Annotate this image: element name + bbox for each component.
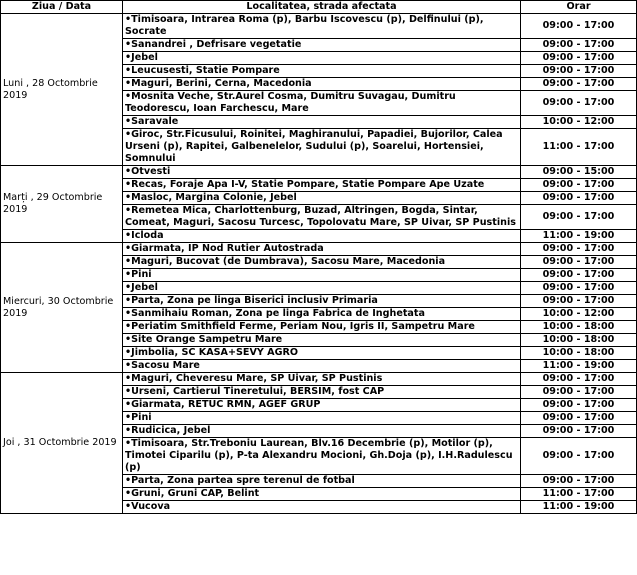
bullet-icon: • — [125, 308, 132, 319]
bullet-icon: • — [125, 39, 132, 50]
location-cell — [123, 334, 521, 347]
location-cell — [123, 347, 521, 360]
time-cell: 09:00 - 17:00 — [521, 243, 637, 256]
bullet-icon: • — [125, 230, 132, 241]
location-cell — [123, 282, 521, 295]
bullet-icon: • — [125, 438, 132, 449]
location-text: Pini — [131, 269, 152, 280]
time-cell: 11:00 - 19:00 — [521, 360, 637, 373]
location-text: Rudicica, Jebel — [131, 425, 211, 436]
location-text: Periatim Smithfield Ferme, Periam Nou, Igris II, Sampetru Mare — [131, 321, 475, 332]
bullet-icon: • — [125, 78, 132, 89]
bullet-icon: • — [125, 205, 132, 216]
bullet-icon: • — [125, 269, 132, 280]
location-cell — [123, 412, 521, 425]
time-cell: 09:00 - 17:00 — [521, 52, 637, 65]
location-text: Maguri, Berini, Cerna, Macedonia — [131, 78, 312, 89]
location-text: Mosnita Veche, Str.Aurel Cosma, Dumitru Suvagau, Dumitru Teodorescu, Ioan Farchescu, Mare — [125, 91, 456, 114]
location-cell — [123, 179, 521, 192]
location-cell — [123, 65, 521, 78]
day-date: Luni , 28 Octombrie 2019 — [1, 14, 123, 166]
time-cell: 09:00 - 17:00 — [521, 373, 637, 386]
bullet-icon: • — [125, 360, 132, 371]
bullet-icon: • — [125, 501, 132, 512]
bullet-icon: • — [125, 386, 132, 397]
location-cell — [123, 166, 521, 179]
bullet-icon: • — [125, 282, 132, 293]
time-cell: 10:00 - 18:00 — [521, 334, 637, 347]
time-cell: 09:00 - 17:00 — [521, 438, 637, 475]
bullet-icon: • — [125, 65, 132, 76]
header-day: Ziua / Data — [1, 1, 123, 14]
time-cell: 09:00 - 17:00 — [521, 65, 637, 78]
location-text: Parta, Zona pe linga Biserici inclusiv Primaria — [131, 295, 378, 306]
bullet-icon: • — [125, 475, 132, 486]
time-cell: 11:00 - 19:00 — [521, 501, 637, 514]
time-cell: 09:00 - 17:00 — [521, 78, 637, 91]
header-row — [1, 1, 637, 14]
time-cell: 09:00 - 17:00 — [521, 39, 637, 52]
bullet-icon: • — [125, 129, 132, 140]
time-cell: 09:00 - 17:00 — [521, 282, 637, 295]
location-cell — [123, 475, 521, 488]
time-cell: 09:00 - 17:00 — [521, 295, 637, 308]
bullet-icon: • — [125, 243, 132, 254]
location-cell — [123, 243, 521, 256]
bullet-icon: • — [125, 412, 132, 423]
location-text: Saravale — [131, 116, 179, 127]
bullet-icon: • — [125, 256, 132, 267]
time-cell: 09:00 - 17:00 — [521, 14, 637, 39]
bullet-icon: • — [125, 488, 132, 499]
time-cell: 09:00 - 17:00 — [521, 399, 637, 412]
bullet-icon: • — [125, 334, 132, 345]
location-text: Sacosu Mare — [131, 360, 200, 371]
bullet-icon: • — [125, 179, 132, 190]
location-text: Giarmata, RETUC RMN, AGEF GRUP — [131, 399, 321, 410]
location-text: Recas, Foraje Apa I-V, Statie Pompare, Statie Pompare Ape Uzate — [131, 179, 485, 190]
location-cell — [123, 52, 521, 65]
bullet-icon: • — [125, 166, 132, 177]
time-cell: 09:00 - 17:00 — [521, 412, 637, 425]
location-cell — [123, 14, 521, 39]
time-cell: 09:00 - 17:00 — [521, 425, 637, 438]
location-text: Gruni, Gruni CAP, Belint — [131, 488, 260, 499]
time-cell: 10:00 - 18:00 — [521, 321, 637, 334]
location-text: Sanandrei , Defrisare vegetatie — [131, 39, 302, 50]
time-cell: 09:00 - 17:00 — [521, 256, 637, 269]
table-row — [1, 166, 637, 179]
location-text: Sanmihaiu Roman, Zona pe linga Fabrica de Inghetata — [131, 308, 425, 319]
location-text: Urseni, Cartierul Tineretului, BERSIM, fost CAP — [131, 386, 385, 397]
location-cell — [123, 360, 521, 373]
bullet-icon: • — [125, 399, 132, 410]
time-cell: 11:00 - 19:00 — [521, 230, 637, 243]
header-location: Localitatea, strada afectata — [123, 1, 521, 14]
bullet-icon: • — [125, 116, 132, 127]
location-cell — [123, 425, 521, 438]
time-cell: 09:00 - 17:00 — [521, 205, 637, 230]
time-cell: 11:00 - 17:00 — [521, 129, 637, 166]
location-text: Maguri, Cheveresu Mare, SP Uivar, SP Pustinis — [131, 373, 383, 384]
location-text: Jebel — [131, 282, 158, 293]
location-text: Vucova — [131, 501, 171, 512]
time-cell: 09:00 - 17:00 — [521, 269, 637, 282]
time-cell: 10:00 - 12:00 — [521, 116, 637, 129]
table-row — [1, 373, 637, 386]
location-text: Timisoara, Intrarea Roma (p), Barbu Iscovescu (p), Delfinului (p), Socrate — [125, 14, 484, 37]
location-text: Site Orange Sampetru Mare — [131, 334, 283, 345]
location-text: Giarmata, IP Nod Rutier Autostrada — [131, 243, 324, 254]
location-cell — [123, 269, 521, 282]
bullet-icon: • — [125, 347, 132, 358]
bullet-icon: • — [125, 192, 132, 203]
time-cell: 10:00 - 12:00 — [521, 308, 637, 321]
table-row — [1, 14, 637, 39]
bullet-icon: • — [125, 373, 132, 384]
header-time: Orar — [521, 1, 637, 14]
location-cell — [123, 39, 521, 52]
location-cell — [123, 230, 521, 243]
location-cell — [123, 129, 521, 166]
location-cell — [123, 308, 521, 321]
day-date: Miercuri, 30 Octombrie 2019 — [1, 243, 123, 373]
location-cell — [123, 488, 521, 501]
time-cell: 09:00 - 17:00 — [521, 386, 637, 399]
location-text: Masloc, Margina Colonie, Jebel — [131, 192, 297, 203]
location-text: Jimbolia, SC KASA+SEVY AGRO — [131, 347, 299, 358]
location-cell — [123, 386, 521, 399]
schedule-body — [1, 14, 637, 514]
location-text: Remetea Mica, Charlottenburg, Buzad, Altringen, Bogda, Sintar, Comeat, Maguri, Sacosu Turcesc, Topolovatu Mare, SP Uivar, SP Pustinis — [125, 205, 516, 228]
location-text: Maguri, Bucovat (de Dumbrava), Sacosu Mare, Macedonia — [131, 256, 446, 267]
location-text: Leucusesti, Statie Pompare — [131, 65, 280, 76]
location-cell — [123, 321, 521, 334]
location-cell — [123, 116, 521, 129]
time-cell: 09:00 - 17:00 — [521, 179, 637, 192]
bullet-icon: • — [125, 91, 132, 102]
location-cell — [123, 501, 521, 514]
location-text: Icloda — [131, 230, 164, 241]
location-cell — [123, 373, 521, 386]
location-cell — [123, 295, 521, 308]
location-text: Timisoara, Str.Treboniu Laurean, Blv.16 Decembrie (p), Motilor (p), Timotei Ciparilu (p), P-ta Alexandru Mocioni, Gh.Doja (p), I.H.Radulescu (p) — [125, 438, 513, 473]
location-text: Parta, Zona partea spre terenul de fotbal — [131, 475, 355, 486]
location-text: Pini — [131, 412, 152, 423]
time-cell: 09:00 - 17:00 — [521, 475, 637, 488]
location-cell — [123, 399, 521, 412]
location-cell — [123, 78, 521, 91]
location-cell — [123, 256, 521, 269]
location-text: Giroc, Str.Ficusului, Roinitei, Maghiranului, Papadiei, Bujorilor, Calea Urseni (p), Rapitei, Galbenelelor, Sudului (p), Soarelui, Hortensiei, Somnului — [125, 129, 503, 164]
bullet-icon: • — [125, 52, 132, 63]
location-text: Otvesti — [131, 166, 171, 177]
location-cell — [123, 91, 521, 116]
bullet-icon: • — [125, 295, 132, 306]
location-text: Jebel — [131, 52, 158, 63]
time-cell: 09:00 - 15:00 — [521, 166, 637, 179]
time-cell: 10:00 - 18:00 — [521, 347, 637, 360]
day-date: Joi , 31 Octombrie 2019 — [1, 373, 123, 514]
time-cell: 11:00 - 17:00 — [521, 488, 637, 501]
time-cell: 09:00 - 17:00 — [521, 192, 637, 205]
time-cell: 09:00 - 17:00 — [521, 91, 637, 116]
bullet-icon: • — [125, 425, 132, 436]
location-cell — [123, 205, 521, 230]
location-cell — [123, 438, 521, 475]
bullet-icon: • — [125, 321, 132, 332]
location-cell — [123, 192, 521, 205]
table-row — [1, 243, 637, 256]
day-date: Marți , 29 Octombrie 2019 — [1, 166, 123, 243]
bullet-icon: • — [125, 14, 132, 25]
